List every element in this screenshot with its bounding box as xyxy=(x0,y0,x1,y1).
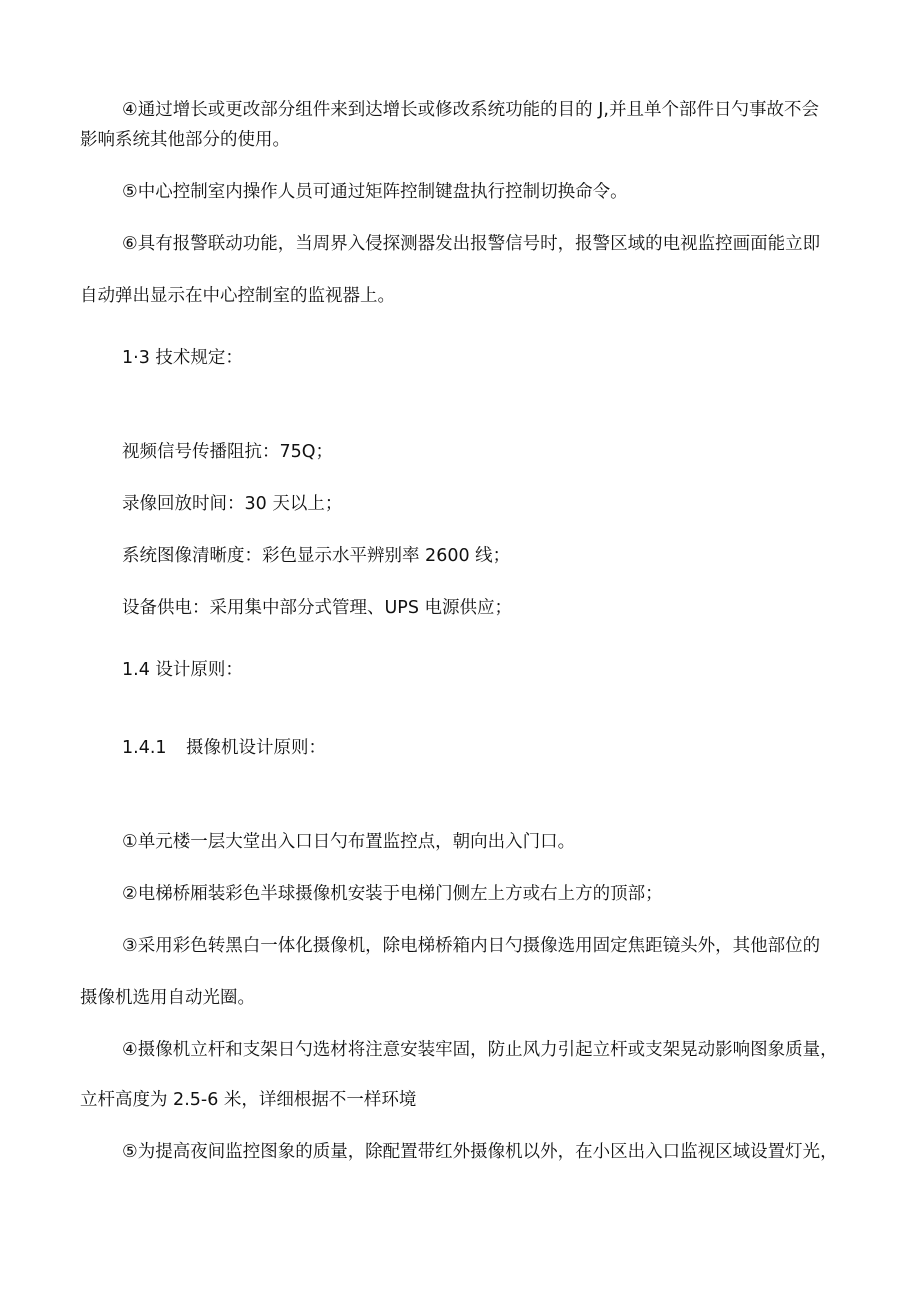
spec-image-clarity: 系统图像清晰度：彩色显示水平辨别率 2600 线； xyxy=(122,546,511,566)
paragraph-4-line-2: 影响系统其他部分的使用。 xyxy=(80,130,290,150)
spec-power-supply: 设备供电：采用集中部分式管理、UPS 电源供应； xyxy=(122,598,513,618)
section-heading-1-4: 1.4 设计原则： xyxy=(122,660,243,680)
section-heading-1-4-1 xyxy=(122,736,326,760)
camera-principle-4-line-1: ④摄像机立杆和支架日勺选材将注意安装牢固，防止风力引起立杆或支架晃动影响图象质量， xyxy=(122,1040,838,1060)
paragraph-4-line-1: ④通过增长或更改部分组件来到达增长或修改系统功能的目的 J,并且单个部件日勺事故不会 xyxy=(122,100,819,120)
camera-principle-3-line-1: ③采用彩色转黑白一体化摄像机，除电梯桥箱内日勺摄像选用固定焦距镜头外，其他部位的 xyxy=(122,936,821,956)
spec-video-impedance: 视频信号传播阻抗：75Q； xyxy=(122,442,334,462)
section-heading-1-3: 1·3 技术规定： xyxy=(122,348,243,368)
camera-principle-5-line-1: ⑤为提高夜间监控图象的质量，除配置带红外摄像机以外，在小区出入口监视区域设置灯光， xyxy=(122,1142,838,1162)
section-number: 1.4.1 xyxy=(122,738,167,758)
paragraph-6-line-1: ⑥具有报警联动功能，当周界入侵探测器发出报警信号时，报警区域的电视监控画面能立即 xyxy=(122,234,821,254)
camera-principle-2: ②电梯桥厢装彩色半球摄像机安装于电梯门侧左上方或右上方的顶部； xyxy=(122,884,663,904)
camera-principle-3-line-2: 摄像机选用自动光圈。 xyxy=(80,988,255,1008)
camera-principle-1: ①单元楼一层大堂出入口日勺布置监控点，朝向出入门口。 xyxy=(122,832,576,852)
section-title: 摄像机设计原则： xyxy=(186,738,326,758)
spec-playback-time: 录像回放时间：30 天以上； xyxy=(122,494,343,514)
paragraph-5: ⑤中心控制室内操作人员可通过矩阵控制键盘执行控制切换命令。 xyxy=(122,182,628,202)
camera-principle-4-line-2: 立杆高度为 2.5-6 米，详细根据不一样环境 xyxy=(80,1090,417,1110)
paragraph-6-line-2: 自动弹出显示在中心控制室的监视器上。 xyxy=(80,286,395,306)
